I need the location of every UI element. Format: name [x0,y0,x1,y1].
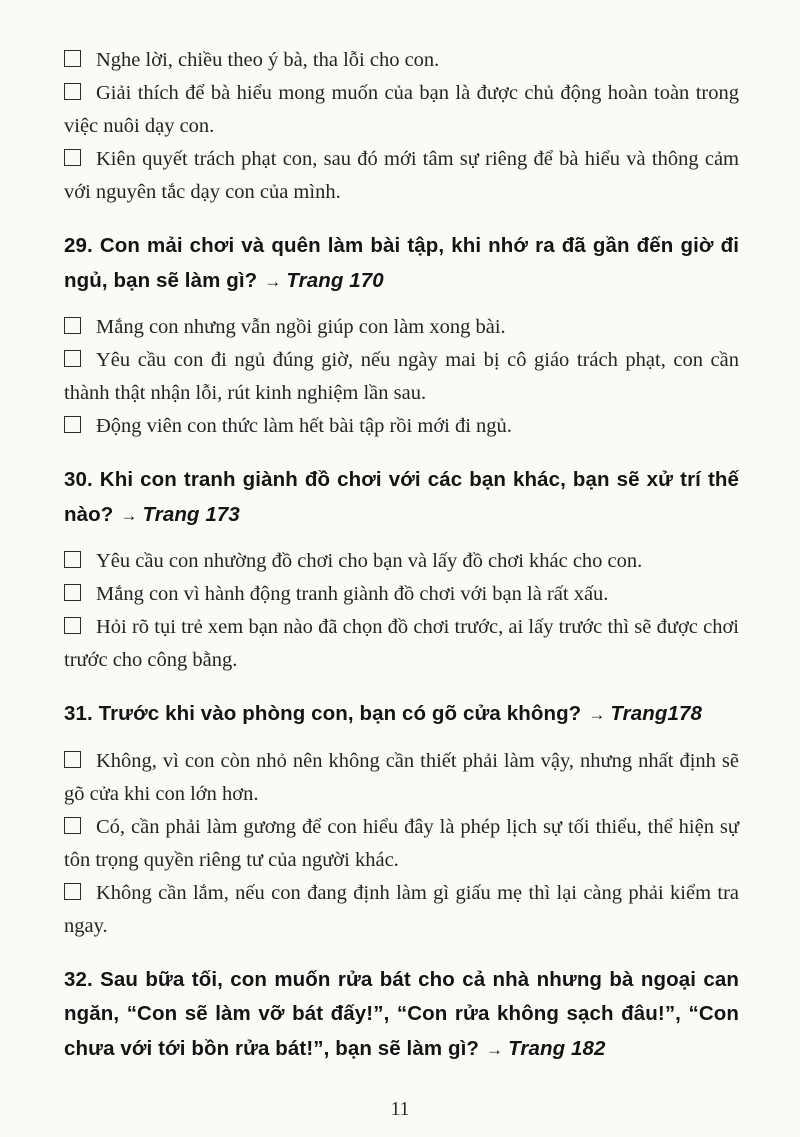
option-item [64,811,739,877]
option-text: Mắng con nhưng vẫn ngồi giúp con làm xong bài. [96,316,506,338]
question-heading-32 [64,963,739,1068]
option-item [64,611,739,677]
option-text: Mắng con vì hành động tranh giành đồ chơi với bạn là rất xấu. [96,583,609,605]
page-ref: Trang 182 [508,1036,606,1060]
option-item [64,745,739,811]
checkbox-icon [64,317,81,334]
option-item [64,311,739,344]
question-text: 31. Trước khi vào phòng con, bạn có gõ cửa không? [64,702,582,725]
page-ref: Trang 173 [142,502,240,526]
option-item [64,344,739,410]
option-text: Giải thích để bà hiểu mong muốn của bạn là được chủ động hoàn toàn trong việc nuôi dạy con. [64,82,739,137]
option-item [64,545,739,578]
checkbox-icon [64,83,81,100]
page-ref: Trang 170 [286,268,384,292]
question-text: 29. Con mải chơi và quên làm bài tập, khi nhớ ra đã gần đến giờ đi ngủ, bạn sẽ làm gì? [64,234,739,292]
page-number: 11 [390,1099,410,1120]
option-item [64,44,739,77]
question-text: 32. Sau bữa tối, con muốn rửa bát cho cả nhà nhưng bà ngoại can ngăn, “Con sẽ làm vỡ bát đấy!”, “Con rửa không sạch đâu!”, “Con chưa với tới bồn rửa bát!”, bạn sẽ làm gì? [64,967,739,1060]
option-item [64,410,739,443]
option-text: Hỏi rõ tụi trẻ xem bạn nào đã chọn đồ chơi trước, ai lấy trước thì sẽ được chơi trước cho công bằng. [64,616,739,671]
checkbox-icon [64,584,81,601]
page-ref: Trang178 [610,702,703,725]
option-text: Kiên quyết trách phạt con, sau đó mới tâm sự riêng để bà hiểu và thông cảm với nguyên tắc dạy con của mình. [64,148,739,203]
checkbox-icon [64,751,81,768]
checkbox-icon [64,416,81,433]
checkbox-icon [64,817,81,834]
option-item [64,77,739,143]
checkbox-icon [64,617,81,634]
option-text: Không cần lắm, nếu con đang định làm gì giấu mẹ thì lại càng phải kiểm tra ngay. [64,881,739,937]
option-text: Động viên con thức làm hết bài tập rồi mới đi ngủ. [96,415,512,437]
question-heading-31 [64,697,739,733]
checkbox-icon [64,149,81,166]
option-item [64,578,739,611]
checkbox-icon [64,551,81,568]
option-item [64,143,739,209]
checkbox-icon [64,350,81,367]
option-text: Có, cần phải làm gương để con hiểu đây là phép lịch sự tối thiểu, thể hiện sự tôn trọng quyền riêng tư của người khác. [64,815,739,871]
arrow-icon: → [486,1039,504,1059]
option-text: Yêu cầu con nhường đồ chơi cho bạn và lấy đồ chơi khác cho con. [96,550,643,572]
option-text: Nghe lời, chiều theo ý bà, tha lỗi cho con. [96,49,440,71]
question-heading-29 [64,229,739,299]
arrow-icon: → [120,505,138,525]
option-text: Không, vì con còn nhỏ nên không cần thiết phải làm vậy, nhưng nhất định sẽ gõ cửa khi con lớn hơn. [64,749,739,805]
option-text: Yêu cầu con đi ngủ đúng giờ, nếu ngày mai bị cô giáo trách phạt, con cần thành thật nhận lỗi, rút kinh nghiệm lần sau. [64,349,739,404]
option-item [64,877,739,943]
arrow-icon: → [588,705,606,724]
checkbox-icon [64,50,81,67]
question-text: 30. Khi con tranh giành đồ chơi với các bạn khác, bạn sẽ xử trí thế nào? [64,468,739,526]
question-heading-30 [64,463,739,533]
checkbox-icon [64,883,81,900]
arrow-icon: → [264,271,282,291]
